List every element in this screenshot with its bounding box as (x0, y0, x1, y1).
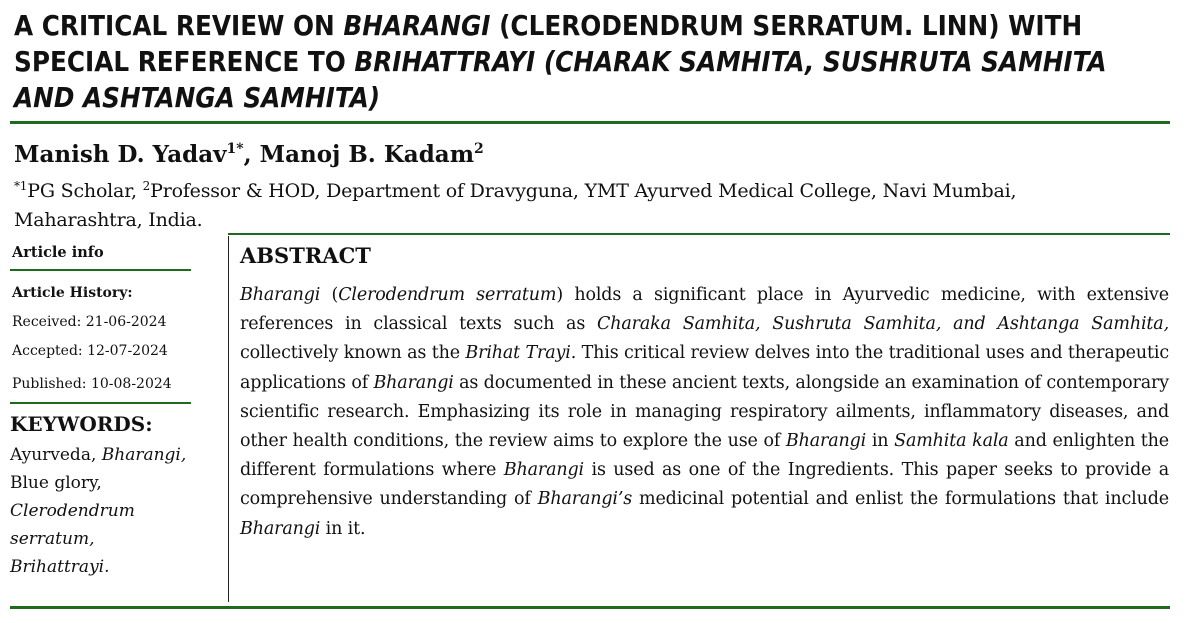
abstract-span: ) holds a significant place in Ayurvedic medicine, with extensive references in classical texts such as (240, 285, 1169, 335)
title-text: A CRITICAL REVIEW ON (14, 10, 344, 42)
published-date: Published: 10-08-2024 (12, 376, 172, 392)
abstract-span: Clerodendrum serratum (338, 285, 557, 305)
author-name: Manoj B. Kadam (259, 141, 475, 168)
abstract-span: is used as one of the Ingredients. This paper seeks to provide a comprehensive understanding of (240, 460, 1169, 510)
author-affiliation-mark: 2 (474, 141, 484, 157)
abstract-heading: ABSTRACT (240, 243, 371, 268)
title-text: (CLERODENDRUM SERRATUM. LINN) WITH SPECIAL REFERENCE TO (14, 10, 1083, 78)
abstract-span: as documented in these ancient texts, alongside an examination of contemporary scientific research. Emphasizing its role in managing respiratory ailments, inflammatory diseases, and other health conditions, the review aims to explore the use of (240, 372, 1170, 452)
keyword: Ayurveda, (10, 445, 102, 465)
accepted-date: Accepted: 12-07-2024 (12, 343, 168, 359)
author-name: Manish D. Yadav (14, 141, 227, 168)
abstract-span: ( (320, 285, 339, 305)
title-italic: BHARANGI (343, 10, 491, 42)
keyword: Brihattrayi. (10, 557, 110, 577)
divider (10, 121, 1170, 124)
article-info-heading: Article info (12, 244, 104, 261)
received-date: Received: 21-06-2024 (12, 314, 167, 330)
keywords-list (10, 441, 192, 581)
abstract-span: Bharangi (240, 518, 321, 539)
abstract-span: Samhita kala (894, 431, 1009, 452)
abstract-span: Bharangi (785, 431, 867, 452)
abstract-span: Brihat Trayi (465, 343, 571, 364)
article-history-heading: Article History: (12, 285, 133, 301)
keywords-heading: KEYWORDS: (10, 412, 153, 436)
paper-title (14, 8, 1174, 116)
divider (10, 269, 191, 271)
affiliation-mark: 2 (142, 179, 151, 193)
abstract-span: Bharangi (503, 460, 584, 481)
affiliation-text: PG Scholar, (27, 180, 143, 202)
column-divider (228, 236, 229, 602)
divider (10, 606, 1170, 609)
abstract-span: . This critical review delves into the traditional uses and therapeutic applications of (240, 343, 1169, 393)
abstract-span: medicinal potential and enlist the formulations that include (632, 489, 1169, 510)
divider (228, 233, 1170, 235)
affiliation-text: Professor & HOD, Department of Dravyguna, YMT Ayurved Medical College, Navi Mumbai, Maharashtra, India. (14, 180, 1017, 231)
abstract-span: Bharangi (373, 372, 454, 393)
affiliation-mark: *1 (14, 179, 28, 193)
title-italic: BRIHATTRAYI (354, 46, 536, 78)
abstract-span: collectively known as the (240, 343, 466, 364)
article-info-sidebar (10, 240, 192, 581)
author-separator: , (243, 141, 260, 168)
abstract-text (240, 281, 1169, 544)
author-affiliation-mark: 1* (226, 141, 244, 157)
abstract-span: in it. (320, 518, 366, 539)
keyword: Blue glory, (10, 473, 102, 493)
abstract-span: and enlighten the different formulations where (240, 431, 1169, 481)
keyword: Bharangi, (101, 445, 187, 465)
abstract-span: in (866, 431, 895, 452)
abstract-span: Bharangi (240, 285, 321, 305)
affiliation (14, 172, 1134, 235)
abstract-span: Bharangi’s (537, 489, 633, 510)
author-list (14, 134, 484, 170)
title-italic: (CHARAK SAMHITA, SUSHRUTA SAMHITA AND ASHTANGA SAMHITA) (14, 46, 1107, 114)
keyword: Clerodendrum serratum, (10, 501, 135, 549)
divider (10, 402, 191, 404)
abstract-span: Charaka Samhita, Sushruta Samhita, and Ashtanga Samhita, (597, 314, 1169, 335)
